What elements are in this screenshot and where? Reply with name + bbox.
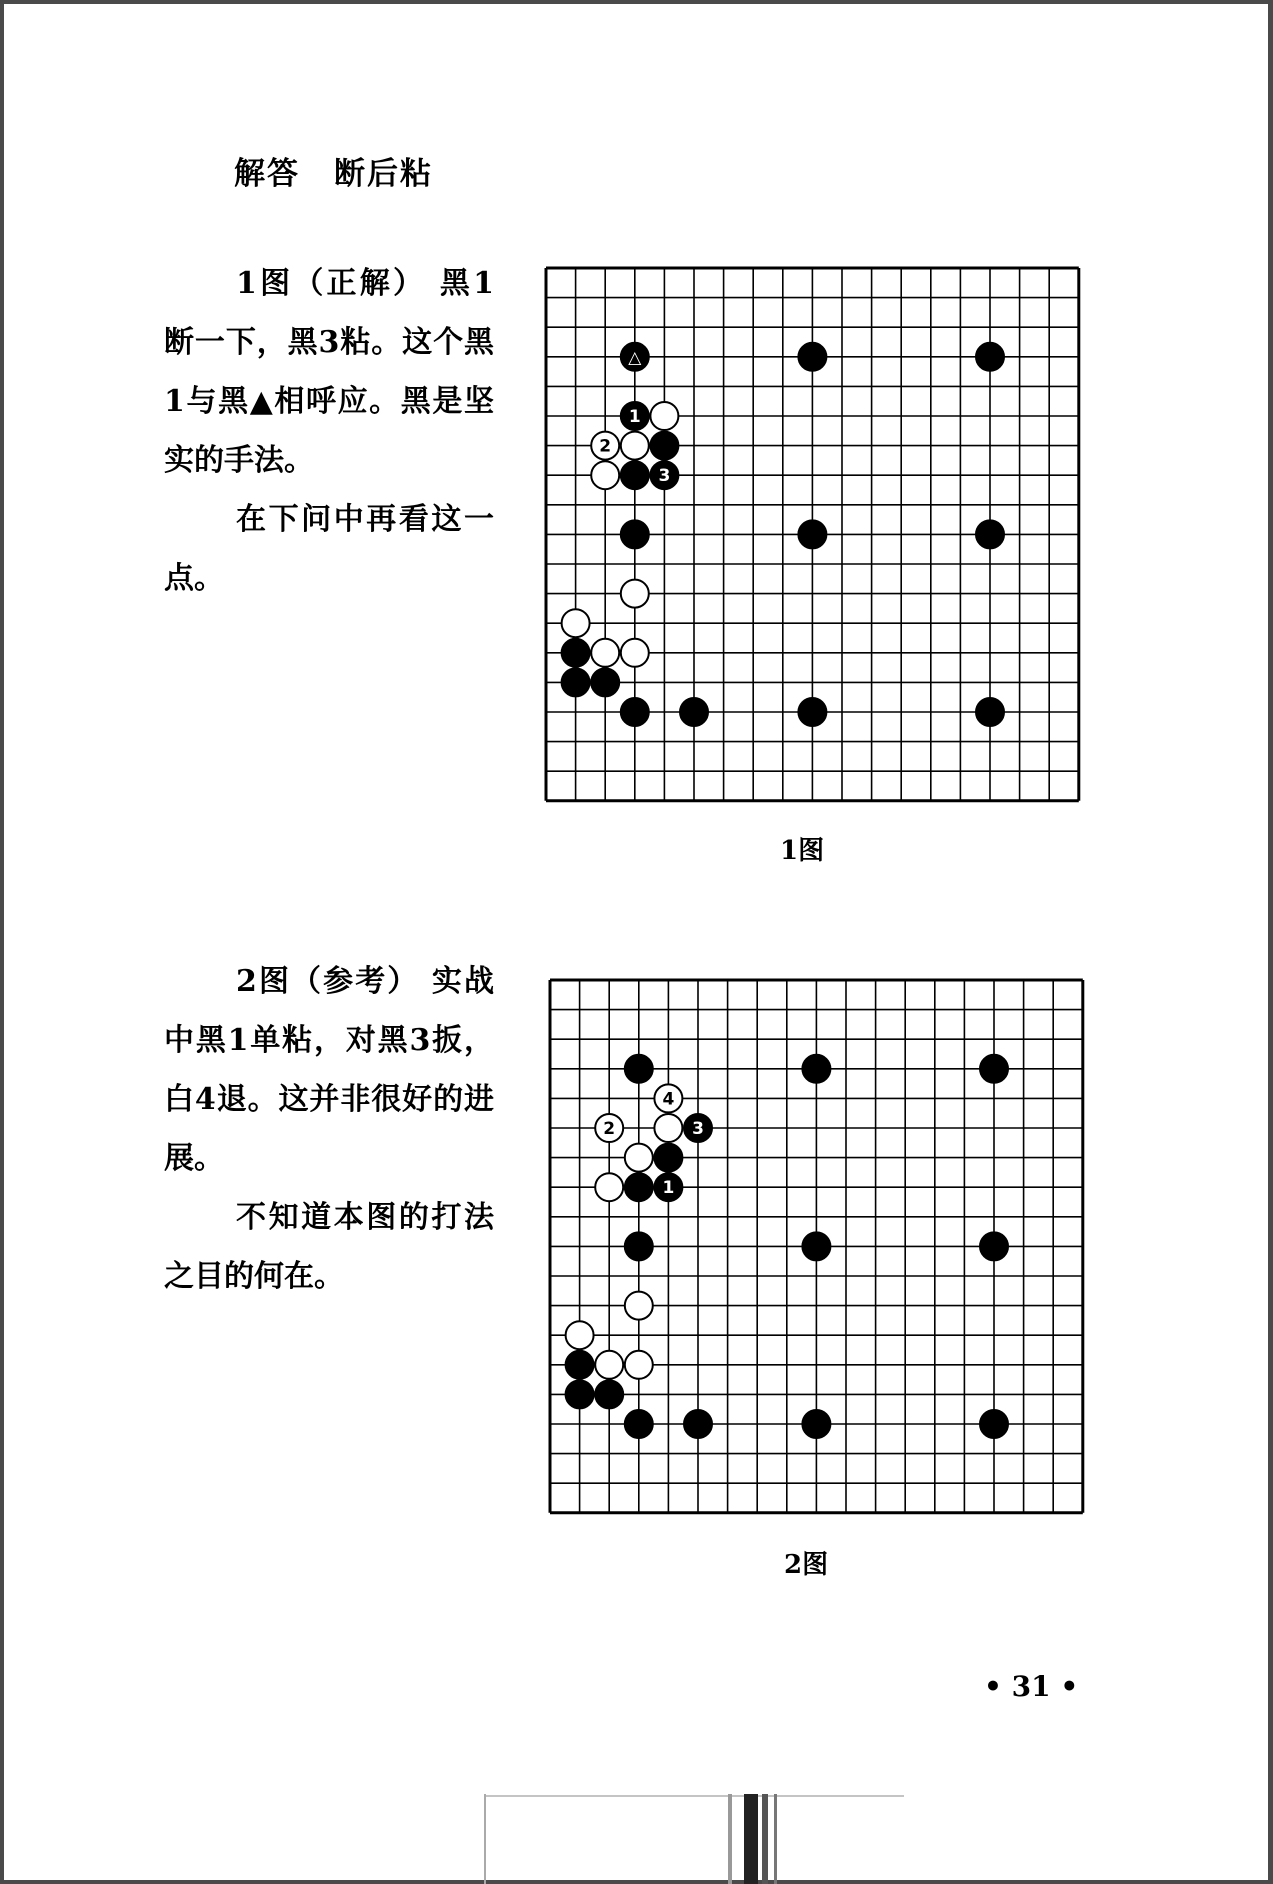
page-number: • 31 • (984, 1670, 1079, 1703)
stone-label: 2 (599, 436, 612, 457)
white-stone (595, 1351, 623, 1379)
black-stone (621, 343, 649, 371)
diagram2-caption: 2图 (784, 1550, 829, 1580)
black-stone (798, 520, 826, 548)
black-stone (802, 1410, 830, 1438)
black-stone (625, 1232, 653, 1260)
stone-label: 3 (658, 466, 671, 487)
black-stone (591, 668, 619, 696)
heading-subtitle: 断后粘 (334, 156, 433, 192)
black-stone (980, 1410, 1008, 1438)
white-stone (595, 1173, 623, 1201)
white-stone (621, 639, 649, 667)
scan-artifact (484, 1794, 904, 1884)
go-board-diagram-1 (540, 262, 1082, 804)
diagram1-text (164, 254, 494, 608)
stone-label: 4 (662, 1089, 675, 1110)
section-heading (234, 148, 467, 193)
diagram2-paragraph-1: 2图（参考） 实战中黑1单粘，对黑3扳，白4退。这并非很好的进展。 (164, 964, 494, 1176)
book-page (4, 4, 1268, 1880)
black-stone (625, 1410, 653, 1438)
diagram2-text (164, 952, 494, 1306)
black-stone (976, 343, 1004, 371)
black-stone (980, 1232, 1008, 1260)
black-stone (625, 1173, 653, 1201)
black-stone (798, 343, 826, 371)
white-stone (591, 639, 619, 667)
black-stone (650, 432, 678, 460)
black-stone (976, 520, 1004, 548)
white-stone (566, 1321, 594, 1349)
white-stone (650, 402, 678, 430)
black-stone (562, 639, 590, 667)
stone-label: 1 (662, 1178, 675, 1199)
black-stone (654, 1144, 682, 1172)
black-stone (684, 1114, 712, 1142)
white-stone (621, 580, 649, 608)
white-stone (625, 1351, 653, 1379)
black-stone (566, 1380, 594, 1408)
black-stone (650, 461, 678, 489)
black-stone (798, 698, 826, 726)
heading-title: 解答 (234, 156, 300, 192)
white-stone (654, 1084, 682, 1112)
stone-label: 1 (628, 407, 641, 427)
diagram2-paragraph-2: 不知道本图的打法之目的何在。 (164, 1200, 494, 1294)
stone-label: 3 (692, 1119, 704, 1139)
black-stone (562, 668, 590, 696)
diagram1-caption: 1图 (780, 836, 825, 866)
black-stone (980, 1055, 1008, 1083)
white-stone (562, 609, 590, 637)
black-stone (625, 1055, 653, 1083)
stone-label: 2 (603, 1119, 616, 1139)
white-stone (591, 432, 619, 460)
black-stone (621, 698, 649, 726)
black-stone (802, 1055, 830, 1083)
black-stone (684, 1410, 712, 1438)
diagram1-paragraph-2: 在下问中再看这一点。 (164, 502, 494, 596)
black-stone (802, 1232, 830, 1260)
diagram1-paragraph-1: 1图（正解） 黑1断一下，黑3粘。这个黑1与黑▲相呼应。黑是坚实的手法。 (164, 266, 494, 478)
stone-label: △ (628, 347, 642, 368)
white-stone (625, 1292, 653, 1320)
white-stone (591, 461, 619, 489)
go-board-diagram-2 (544, 974, 1086, 1516)
black-stone (621, 461, 649, 489)
black-stone (566, 1351, 594, 1379)
black-stone (976, 698, 1004, 726)
black-stone (595, 1380, 623, 1408)
white-stone (595, 1114, 623, 1142)
white-stone (654, 1114, 682, 1142)
black-stone (680, 698, 708, 726)
black-stone (621, 402, 649, 430)
white-stone (625, 1144, 653, 1172)
black-stone (654, 1173, 682, 1201)
black-stone (621, 520, 649, 548)
white-stone (621, 432, 649, 460)
